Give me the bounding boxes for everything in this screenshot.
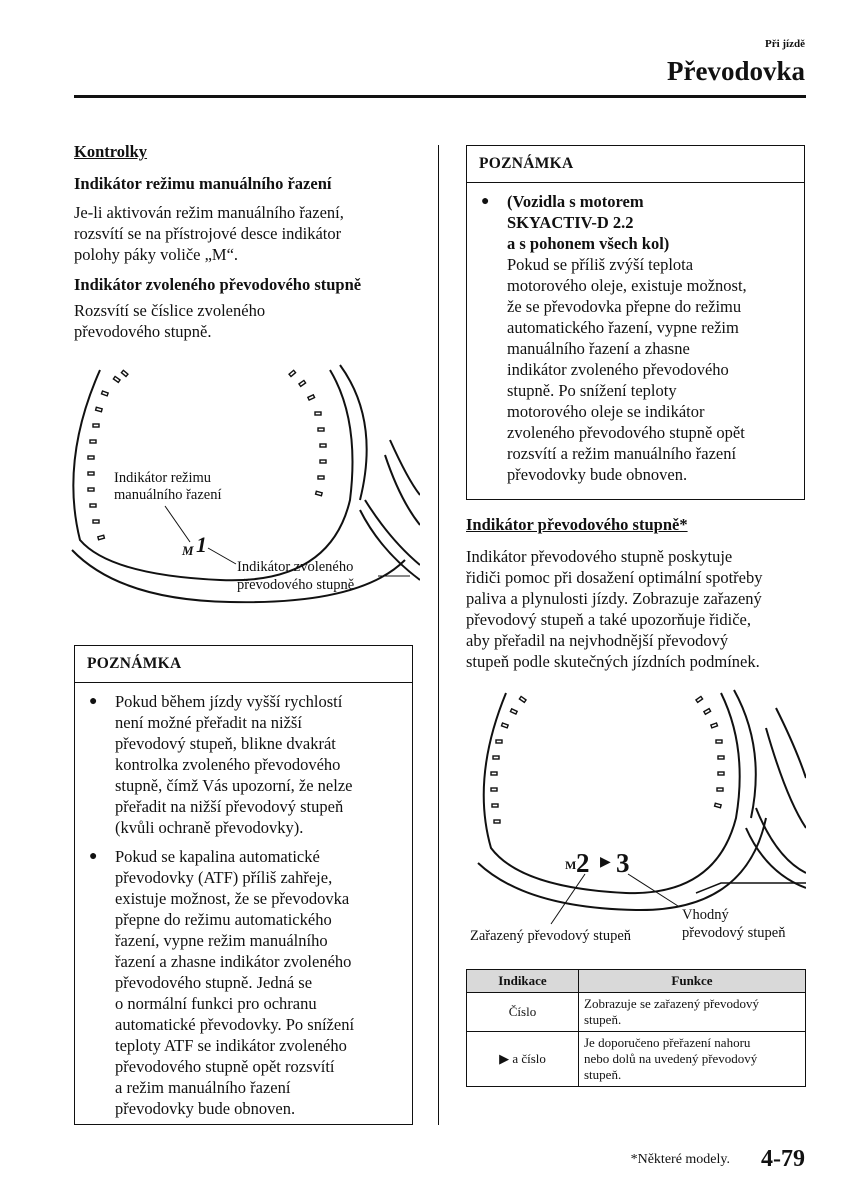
table-row — [467, 1032, 806, 1087]
note-heading: POZNÁMKA — [75, 646, 412, 683]
header-rule — [74, 95, 806, 98]
column-separator — [438, 145, 439, 1125]
note-box-left — [74, 645, 413, 1125]
label-manual-mode-line1: Indikátor režimu — [114, 470, 212, 486]
column-header-indication: Indikace — [467, 970, 579, 993]
suggested-gear-glyph: 3 — [616, 848, 630, 878]
table-header-row — [467, 970, 806, 993]
bullet-icon: ● — [89, 694, 98, 709]
label-suggested-line1: Vhodný — [682, 907, 729, 923]
cluster-figure-manual — [60, 360, 420, 620]
label-gear-line1: Indikátor zvoleného — [237, 559, 354, 575]
note-bullet: ● Pokud během jízdy vyšší rychlostí není možné přeřadit na nižší převodový stupeň, blikne dvakrát kontrolka zvoleného převodového stupně, čímž Vás upozorní, že nelze přeřadit na nižší převodový stupeň (kvůli ochraně převodovky). — [85, 691, 402, 838]
page-number: 4-79 — [761, 1146, 805, 1172]
note-heading: POZNÁMKA — [467, 146, 804, 183]
gear-indicator-text: Indikátor převodového stupně poskytuje řidiči pomoc při dosažení optimální spotřeby paliva a plynulosti jízdy. Zobrazuje zařazený převodový stupeň a také upozorňuje řidiče, aby přeřadil na nejvhodnější převodový stupeň podle skutečných jízdních podmínek. — [466, 547, 763, 671]
page-title: Převodovka — [667, 56, 805, 86]
label-manual-mode-line2: manuálního řazení — [114, 487, 222, 503]
current-gear-glyph: 2 — [576, 848, 590, 878]
section-label: Při jízdě — [764, 38, 805, 50]
manual-mode-text: Je-li aktivován režim manuálního řazení, rozsvítí se na přístrojové desce indikátor polohy páky voliče „M“. — [74, 203, 344, 264]
footnote: *Některé modely. — [630, 1152, 730, 1167]
label-current-gear: Zařazený převodový stupeň — [470, 928, 632, 944]
note-box-right — [466, 145, 805, 500]
cell-function: Je doporučeno přeřazení nahoru nebo dolů na uvedený převodový stupeň. — [579, 1032, 806, 1087]
note-bullet: ● Pokud se kapalina automatické převodovky (ATF) příliš zahřeje, existuje možnost, že se převodovka přepne do režimu automatického řazení, vypne režim manuálního řazení a zhasne indikátor zvoleného převodového stupně. Jedná se o normální funkci pro ochranu automatické převodovky. Po snížení teploty ATF se indikátor zvoleného převodového stupně opět rozsvítí a režim manuálního řazení převodovky bude obnoven. — [85, 846, 402, 1119]
gear-selected-title: Indikátor zvoleného převodového stupně — [74, 275, 362, 294]
manual-mode-title: Indikátor režimu manuálního řazení — [74, 174, 332, 193]
indicators-heading: Kontrolky — [74, 142, 148, 161]
cell-indication: Číslo — [467, 993, 579, 1032]
m-indicator-glyph: M — [182, 543, 194, 558]
bullet-icon: ● — [89, 849, 98, 864]
arrow-indicator-icon: ▶ — [600, 855, 611, 870]
cell-function: Zobrazuje se zařazený převodový stupeň. — [579, 993, 806, 1032]
indication-table — [466, 969, 806, 1087]
cluster-figure-gear-indicator — [466, 688, 806, 950]
m-indicator-glyph: M — [565, 858, 577, 872]
bullet-icon: ● — [481, 194, 490, 209]
label-suggested-line2: převodový stupeň — [682, 925, 786, 941]
gear-selected-text: Rozsvítí se číslice zvoleného převodového stupně. — [74, 301, 266, 341]
column-header-function: Funkce — [579, 970, 806, 993]
gear-indicator-heading: Indikátor převodového stupně* — [466, 515, 688, 534]
table-row — [467, 993, 806, 1032]
gear-digit-glyph: 1 — [196, 532, 207, 557]
cell-indication: ▶ a číslo — [467, 1032, 579, 1087]
label-gear-line2: převodového stupně — [237, 577, 355, 593]
note-bullet: ● (Vozidla s motorem SKYACTIV-D 2.2 a s pohonem všech kol) Pokud se příliš zvýší teplota motorového oleje, existuje možnost, že se převodovka přepne do režimu automatického řazení, vypne režim manuálního řazení a zhasne indikátor zvoleného převodového stupně. Po snížení teploty motorového oleje se indikátor zvoleného převodového stupně opět rozsvítí a režim manuálního řazení převodovky bude obnoven. — [477, 191, 794, 485]
